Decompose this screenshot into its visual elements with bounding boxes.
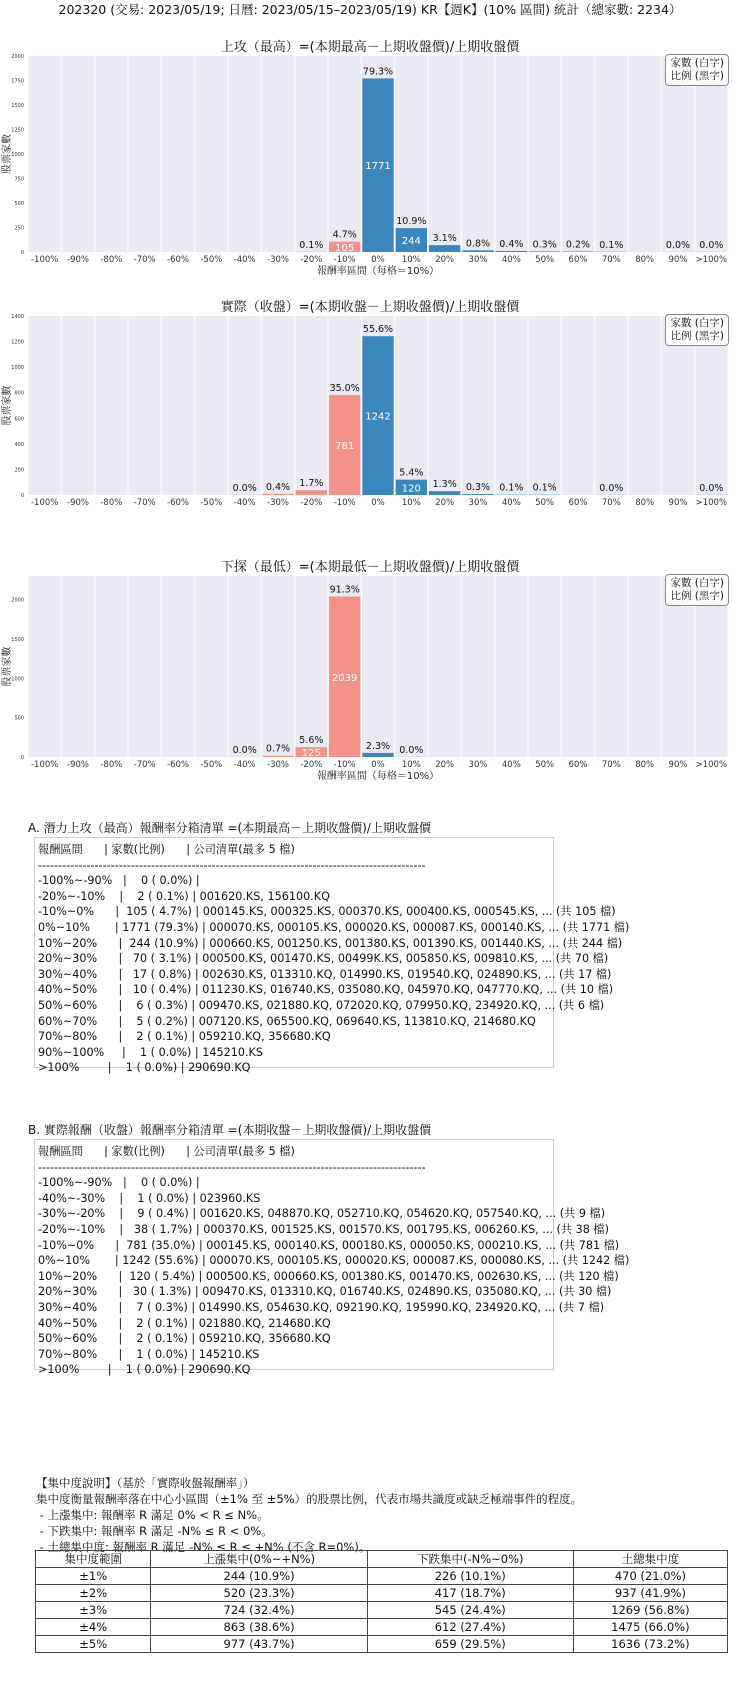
x-tick-label: 30%	[468, 498, 488, 508]
note-line: 【集中度說明】（基於「實際收盤報酬率」）	[36, 1476, 255, 1490]
list-row: -20%~-10% | 38 ( 1.7%) | 000370.KS, 001525.KS, 001570.KS, 001795.KS, 006260.KS, ... (共 38 檔)	[38, 1222, 609, 1236]
note-line: - 上漲集中: 報酬率 R 滿足 0% < R ≤ N%。	[36, 1508, 269, 1522]
y-tick-label: 500	[14, 201, 24, 207]
x-tick-label: 90%	[668, 498, 688, 508]
bar-count-label: 120	[401, 483, 421, 495]
x-tick-label: 80%	[635, 255, 655, 265]
concentration-table	[35, 1550, 728, 1653]
section-a-title: A. 潛力上攻（最高）報酬率分箱清單 =(本期最高－上期收盤價)/上期收盤價	[28, 821, 431, 835]
x-tick-label: 60%	[568, 255, 588, 265]
table-cell: 470 (21.0%)	[573, 1568, 727, 1585]
x-tick-label: -40%	[233, 760, 256, 770]
list-row: -20%~-10% | 2 ( 0.1%) | 001620.KS, 156100.KQ	[38, 889, 330, 903]
y-tick-label: 250	[14, 225, 24, 232]
x-tick-label: -80%	[100, 498, 123, 508]
bar	[429, 245, 460, 252]
list-row: >100% | 1 ( 0.0%) | 290690.KQ	[38, 1061, 251, 1075]
x-tick-label: >100%	[695, 255, 728, 265]
x-tick-label: 30%	[468, 760, 488, 770]
table-header-cell: 上漲集中(0%~+N%)	[151, 1551, 367, 1568]
table-cell: 724 (32.4%)	[151, 1602, 367, 1619]
table-cell: 612 (27.4%)	[367, 1619, 573, 1636]
table-header-cell: 集中度範圍	[36, 1551, 151, 1568]
y-axis-label: 股票家數	[2, 385, 13, 426]
x-tick-label: 20%	[435, 760, 455, 770]
x-axis-label: 報酬率區間（每格＝10%）	[316, 266, 440, 277]
bar-pct-label: 0.4%	[265, 481, 291, 493]
bar-pct-label: 3.1%	[432, 233, 457, 245]
list-row: -30%~-20% | 9 ( 0.4%) | 001620.KS, 048870.KQ, 052710.KQ, 054620.KQ, 057540.KQ, ... (共 9 檔)	[38, 1207, 606, 1221]
y-tick-label: 0	[20, 493, 24, 499]
bar-pct-label: 1.3%	[432, 479, 457, 491]
list-row: 0%~10% | 1242 (55.6%) | 000070.KS, 000105.KS, 000020.KS, 000087.KS, 000080.KS, ... (共 1242 檔)	[38, 1254, 630, 1268]
table-row	[36, 1585, 728, 1602]
x-tick-label: 50%	[535, 498, 555, 508]
x-tick-label: -70%	[133, 498, 156, 508]
x-tick-label: 70%	[601, 255, 621, 265]
chart-svg	[0, 40, 740, 280]
chart-svg	[0, 560, 740, 820]
x-tick-label: -100%	[30, 255, 59, 265]
bar-count-label: 125	[301, 748, 321, 760]
x-tick-label: 20%	[435, 498, 455, 508]
chart-svg	[0, 300, 740, 540]
x-tick-label: -70%	[133, 760, 156, 770]
note-line: - 下跌集中: 報酬率 R 滿足 -N% ≤ R < 0%。	[36, 1524, 273, 1538]
list-row: 報酬區間 | 家數(比例) | 公司清單(最多 5 檔)	[38, 843, 295, 856]
x-tick-label: 10%	[401, 255, 421, 265]
list-row: -40%~-30% | 1 ( 0.0%) | 023960.KS	[38, 1191, 261, 1205]
x-tick-label: -50%	[200, 498, 223, 508]
table-cell: 659 (29.5%)	[367, 1636, 573, 1653]
list-row: ------------------------------------------------------------------------------------------------	[38, 858, 426, 872]
section-a-list	[34, 837, 630, 1075]
x-tick-label: >100%	[695, 760, 728, 770]
list-row: -100%~-90% | 0 ( 0.0%) |	[38, 1176, 200, 1190]
list-row: 50%~60% | 6 ( 0.3%) | 009470.KS, 021880.KQ, 072020.KQ, 079950.KQ, 234920.KQ, ... (共 6 檔)	[38, 998, 605, 1012]
legend-count-label: 家數 (白字)	[670, 317, 724, 329]
table-row	[36, 1636, 728, 1653]
bar-pct-label: 0.8%	[465, 238, 491, 250]
table-row	[36, 1602, 728, 1619]
x-tick-label: 50%	[535, 255, 555, 265]
section-b-list	[34, 1139, 630, 1377]
table-cell: 1269 (56.8%)	[573, 1602, 727, 1619]
table-header-cell: 土總集中度	[573, 1551, 727, 1568]
section-b-title: B. 實際報酬（收盤）報酬率分箱清單 =(本期收盤－上期收盤價)/上期收盤價	[28, 1123, 432, 1137]
list-row: 20%~30% | 30 ( 1.3%) | 009470.KS, 013310.KQ, 016740.KS, 024890.KS, 035080.KQ, ... (共 30 檔)	[38, 1285, 612, 1299]
chart-title: 上攻（最高）=(本期最高－上期收盤價)/上期收盤價	[220, 40, 520, 55]
x-tick-label: -100%	[30, 498, 59, 508]
y-tick-label: 1500	[11, 636, 24, 643]
x-tick-label: 90%	[668, 255, 688, 265]
bar-pct-label: 0.0%	[232, 744, 257, 756]
list-row: 10%~20% | 244 (10.9%) | 000660.KS, 001250.KS, 001380.KS, 001390.KS, 001440.KS, ... (共 244 檔)	[38, 936, 623, 950]
bar-pct-label: 55.6%	[362, 324, 394, 336]
chart-upside	[0, 40, 740, 280]
x-tick-label: -30%	[267, 255, 289, 265]
x-tick-label: 70%	[601, 760, 621, 770]
legend-count-label: 家數 (白字)	[670, 577, 724, 589]
y-tick-label: 1000	[11, 152, 24, 158]
table-cell: 863 (38.6%)	[151, 1619, 367, 1636]
chart-title: 實際（收盤）=(本期收盤－上期收盤價)/上期收盤價	[220, 300, 520, 315]
bar-count-label: 244	[401, 236, 421, 248]
y-tick-label: 1200	[11, 339, 24, 346]
bar-pct-label: 91.3%	[329, 584, 360, 596]
legend-ratio-label: 比例 (黑字)	[670, 590, 724, 602]
x-tick-label: 80%	[635, 760, 655, 770]
bar-pct-label: 1.7%	[299, 478, 324, 490]
bar-pct-label: 0.1%	[299, 239, 324, 251]
y-tick-label: 800	[14, 390, 24, 397]
x-tick-label: -20%	[300, 255, 323, 265]
table-cell: 520 (23.3%)	[151, 1585, 367, 1602]
x-tick-label: -80%	[100, 760, 123, 770]
y-tick-label: 2000	[11, 54, 24, 60]
x-tick-label: 60%	[568, 498, 588, 508]
x-tick-label: -90%	[67, 498, 89, 508]
table-cell: ±1%	[36, 1568, 151, 1585]
x-tick-label: 0%	[371, 760, 385, 770]
bar-pct-label: 5.4%	[399, 467, 424, 479]
bar-pct-label: 35.0%	[329, 383, 360, 395]
x-tick-label: -50%	[200, 760, 223, 770]
chart-legend	[665, 574, 729, 606]
bar	[262, 756, 293, 757]
y-tick-label: 600	[14, 416, 24, 423]
y-tick-label: 1000	[11, 676, 24, 683]
y-tick-label: 0	[20, 755, 24, 761]
plot-area	[28, 576, 728, 760]
y-tick-label: 1400	[11, 314, 24, 320]
bar-pct-label: 0.3%	[532, 239, 557, 251]
x-tick-label: 0%	[371, 498, 385, 508]
x-tick-label: -20%	[300, 498, 323, 508]
bar-pct-label: 10.9%	[396, 216, 427, 228]
y-tick-label: 200	[14, 467, 24, 474]
x-tick-label: >100%	[695, 498, 728, 508]
y-axis-label: 股票家數	[2, 134, 13, 174]
list-row: 40%~50% | 10 ( 0.4%) | 011230.KS, 016740.KS, 035080.KQ, 045970.KQ, 047770.KQ, ... (共 10 檔)	[38, 983, 614, 997]
x-tick-label: 10%	[401, 760, 421, 770]
table-cell: ±4%	[36, 1619, 151, 1636]
bar-pct-label: 4.7%	[332, 229, 357, 241]
list-row: ------------------------------------------------------------------------------------------------	[38, 1160, 426, 1174]
bar	[462, 494, 493, 495]
x-tick-label: -40%	[233, 498, 256, 508]
chart-downside	[0, 560, 740, 820]
bar-pct-label: 0.0%	[665, 239, 691, 251]
list-row: >100% | 1 ( 0.0%) | 290690.KQ	[38, 1363, 251, 1377]
list-row: 0%~10% | 1771 (79.3%) | 000070.KS, 000105.KS, 000020.KS, 000087.KS, 000140.KS, ... (共 1771 檔)	[38, 920, 630, 934]
bar	[296, 490, 327, 495]
bar-count-label: 781	[335, 441, 355, 453]
x-tick-label: 40%	[501, 255, 521, 265]
list-row: 90%~100% | 1 ( 0.0%) | 145210.KS	[38, 1045, 263, 1059]
list-row: 40%~50% | 2 ( 0.1%) | 021880.KQ, 214680.KQ	[38, 1316, 331, 1330]
x-tick-label: 40%	[501, 760, 521, 770]
bar-pct-label: 5.6%	[299, 735, 324, 747]
chart-title: 下探（最低）=(本期最低－上期收盤價)/上期收盤價	[220, 560, 520, 575]
list-row: 70%~80% | 1 ( 0.0%) | 145210.KS	[38, 1347, 260, 1361]
legend-ratio-label: 比例 (黑字)	[670, 330, 724, 342]
list-row: -10%~0% | 781 (35.0%) | 000145.KS, 000140.KS, 000180.KS, 000050.KS, 000210.KS, ... (共 781 檔)	[38, 1238, 620, 1252]
x-tick-label: -10%	[333, 255, 356, 265]
list-row: -100%~-90% | 0 ( 0.0%) |	[38, 874, 200, 888]
list-row: 報酬區間 | 家數(比例) | 公司清單(最多 5 檔)	[38, 1145, 295, 1158]
chart-close	[0, 300, 740, 540]
report-title: 202320 (交易: 2023/05/19; 日曆: 2023/05/15–2023/05/19) KR【週K】(10% 區間) 統計（總家數: 2234）	[58, 2, 682, 17]
bar-count-label: 1771	[365, 161, 391, 173]
list-row: -10%~0% | 105 ( 4.7%) | 000145.KS, 000325.KS, 000370.KS, 000400.KS, 000545.KS, ... (共 105 檔)	[38, 905, 616, 919]
bar-pct-label: 0.0%	[699, 482, 724, 494]
x-tick-label: -40%	[233, 255, 256, 265]
table-row	[36, 1619, 728, 1636]
bar-pct-label: 0.0%	[699, 239, 724, 251]
table-row	[36, 1568, 728, 1585]
x-tick-label: 0%	[371, 255, 385, 265]
x-tick-label: -10%	[333, 760, 356, 770]
x-tick-label: -30%	[267, 498, 289, 508]
x-tick-label: 60%	[568, 760, 588, 770]
table-cell: 244 (10.9%)	[151, 1568, 367, 1585]
bar-count-label: 1242	[365, 411, 391, 423]
table-header-cell: 下跌集中(-N%~0%)	[367, 1551, 573, 1568]
chart-legend	[665, 314, 729, 346]
bar	[496, 251, 527, 252]
y-axis-label: 股票家數	[2, 646, 13, 687]
bar	[429, 491, 460, 495]
table-cell: ±2%	[36, 1585, 151, 1602]
x-tick-label: -90%	[67, 255, 89, 265]
bar-pct-label: 0.7%	[265, 743, 291, 755]
bar-pct-label: 79.3%	[362, 66, 394, 78]
bar-pct-label: 0.1%	[599, 239, 624, 251]
x-tick-label: -60%	[167, 498, 189, 508]
bar	[362, 753, 393, 757]
legend-count-label: 家數 (白字)	[670, 57, 724, 69]
report-header	[0, 0, 740, 20]
y-tick-label: 1500	[11, 103, 24, 109]
x-tick-label: 70%	[601, 498, 621, 508]
y-tick-label: 1250	[11, 127, 24, 134]
list-row: 70%~80% | 2 ( 0.1%) | 059210.KQ, 356680.KQ	[38, 1030, 331, 1044]
y-tick-label: 750	[14, 176, 24, 183]
list-row: 10%~20% | 120 ( 5.4%) | 000500.KS, 000660.KS, 001380.KS, 001470.KS, 002630.KS, ... (共 120 檔)	[38, 1269, 619, 1283]
y-tick-label: 500	[14, 715, 24, 722]
x-tick-label: 10%	[401, 498, 421, 508]
x-tick-label: -20%	[300, 760, 323, 770]
x-tick-label: -100%	[30, 760, 59, 770]
list-row: 20%~30% | 70 ( 3.1%) | 000500.KS, 001470.KS, 00499K.KS, 005850.KS, 009810.KS, ... (共 70 檔)	[38, 952, 609, 966]
x-tick-label: -50%	[200, 255, 223, 265]
list-row: 30%~40% | 17 ( 0.8%) | 002630.KS, 013310.KQ, 014990.KS, 019540.KQ, 024890.KS, ... (共 17 檔)	[38, 967, 612, 981]
bar-pct-label: 0.2%	[565, 239, 591, 251]
chart-legend	[665, 54, 729, 86]
bar	[529, 251, 560, 252]
y-tick-label: 0	[20, 250, 24, 256]
x-tick-label: -90%	[67, 760, 89, 770]
x-tick-label: 30%	[468, 255, 488, 265]
y-tick-label: 1000	[11, 365, 24, 372]
y-tick-label: 1750	[11, 78, 24, 85]
x-tick-label: -80%	[100, 255, 123, 265]
bar	[262, 494, 293, 495]
bar	[462, 250, 493, 252]
bar-pct-label: 0.0%	[399, 744, 424, 756]
x-tick-label: 50%	[535, 760, 555, 770]
note-line: - 土總集中度: 報酬率 R 滿足 -N% ≤ R ≤ +N% (不含 R=0%)。	[36, 1540, 371, 1554]
y-tick-label: 2000	[11, 597, 24, 604]
x-tick-label: -30%	[267, 760, 289, 770]
table-cell: 1475 (66.0%)	[573, 1619, 727, 1636]
x-tick-label: -70%	[133, 255, 156, 265]
x-tick-label: 20%	[435, 255, 455, 265]
bar-pct-label: 2.3%	[365, 740, 391, 752]
list-row: 50%~60% | 2 ( 0.1%) | 059210.KQ, 356680.KQ	[38, 1332, 331, 1346]
table-cell: 545 (24.4%)	[367, 1602, 573, 1619]
x-tick-label: 90%	[668, 760, 688, 770]
bar-pct-label: 0.1%	[499, 482, 524, 494]
bar-pct-label: 0.0%	[232, 482, 257, 494]
table-cell: 977 (43.7%)	[151, 1636, 367, 1653]
table-cell: 417 (18.7%)	[367, 1585, 573, 1602]
x-tick-label: -60%	[167, 760, 189, 770]
x-tick-label: -10%	[333, 498, 356, 508]
legend-ratio-label: 比例 (黑字)	[670, 70, 724, 82]
x-tick-label: 40%	[501, 498, 521, 508]
x-tick-label: 80%	[635, 498, 655, 508]
bar-pct-label: 0.1%	[532, 482, 557, 494]
table-cell: 937 (41.9%)	[573, 1585, 727, 1602]
bar-count-label: 2039	[331, 672, 358, 684]
list-row: 30%~40% | 7 ( 0.3%) | 014990.KS, 054630.KQ, 092190.KQ, 195990.KQ, 234920.KQ, ... (共 7 檔)	[38, 1300, 605, 1314]
note-line: 集中度衡量報酬率落在中心小區間（±1% 至 ±5%）的股票比例，代表市場共識度或缺乏極端事件的程度。	[36, 1492, 583, 1506]
bar-count-label: 105	[335, 242, 355, 254]
bar-pct-label: 0.0%	[599, 482, 624, 494]
y-tick-label: 400	[14, 441, 24, 448]
x-axis-label: 報酬率區間（每格＝10%）	[316, 771, 440, 782]
table-cell: 1636 (73.2%)	[573, 1636, 727, 1653]
table-cell: ±5%	[36, 1636, 151, 1653]
x-tick-label: -60%	[167, 255, 189, 265]
concentration-note	[36, 1475, 582, 1555]
table-cell: 226 (10.1%)	[367, 1568, 573, 1585]
list-row: 60%~70% | 5 ( 0.2%) | 007120.KS, 065500.KQ, 069640.KS, 113810.KQ, 214680.KQ	[38, 1014, 536, 1028]
bar-pct-label: 0.4%	[499, 239, 524, 251]
table-cell: ±3%	[36, 1602, 151, 1619]
bar-pct-label: 0.3%	[465, 482, 491, 494]
